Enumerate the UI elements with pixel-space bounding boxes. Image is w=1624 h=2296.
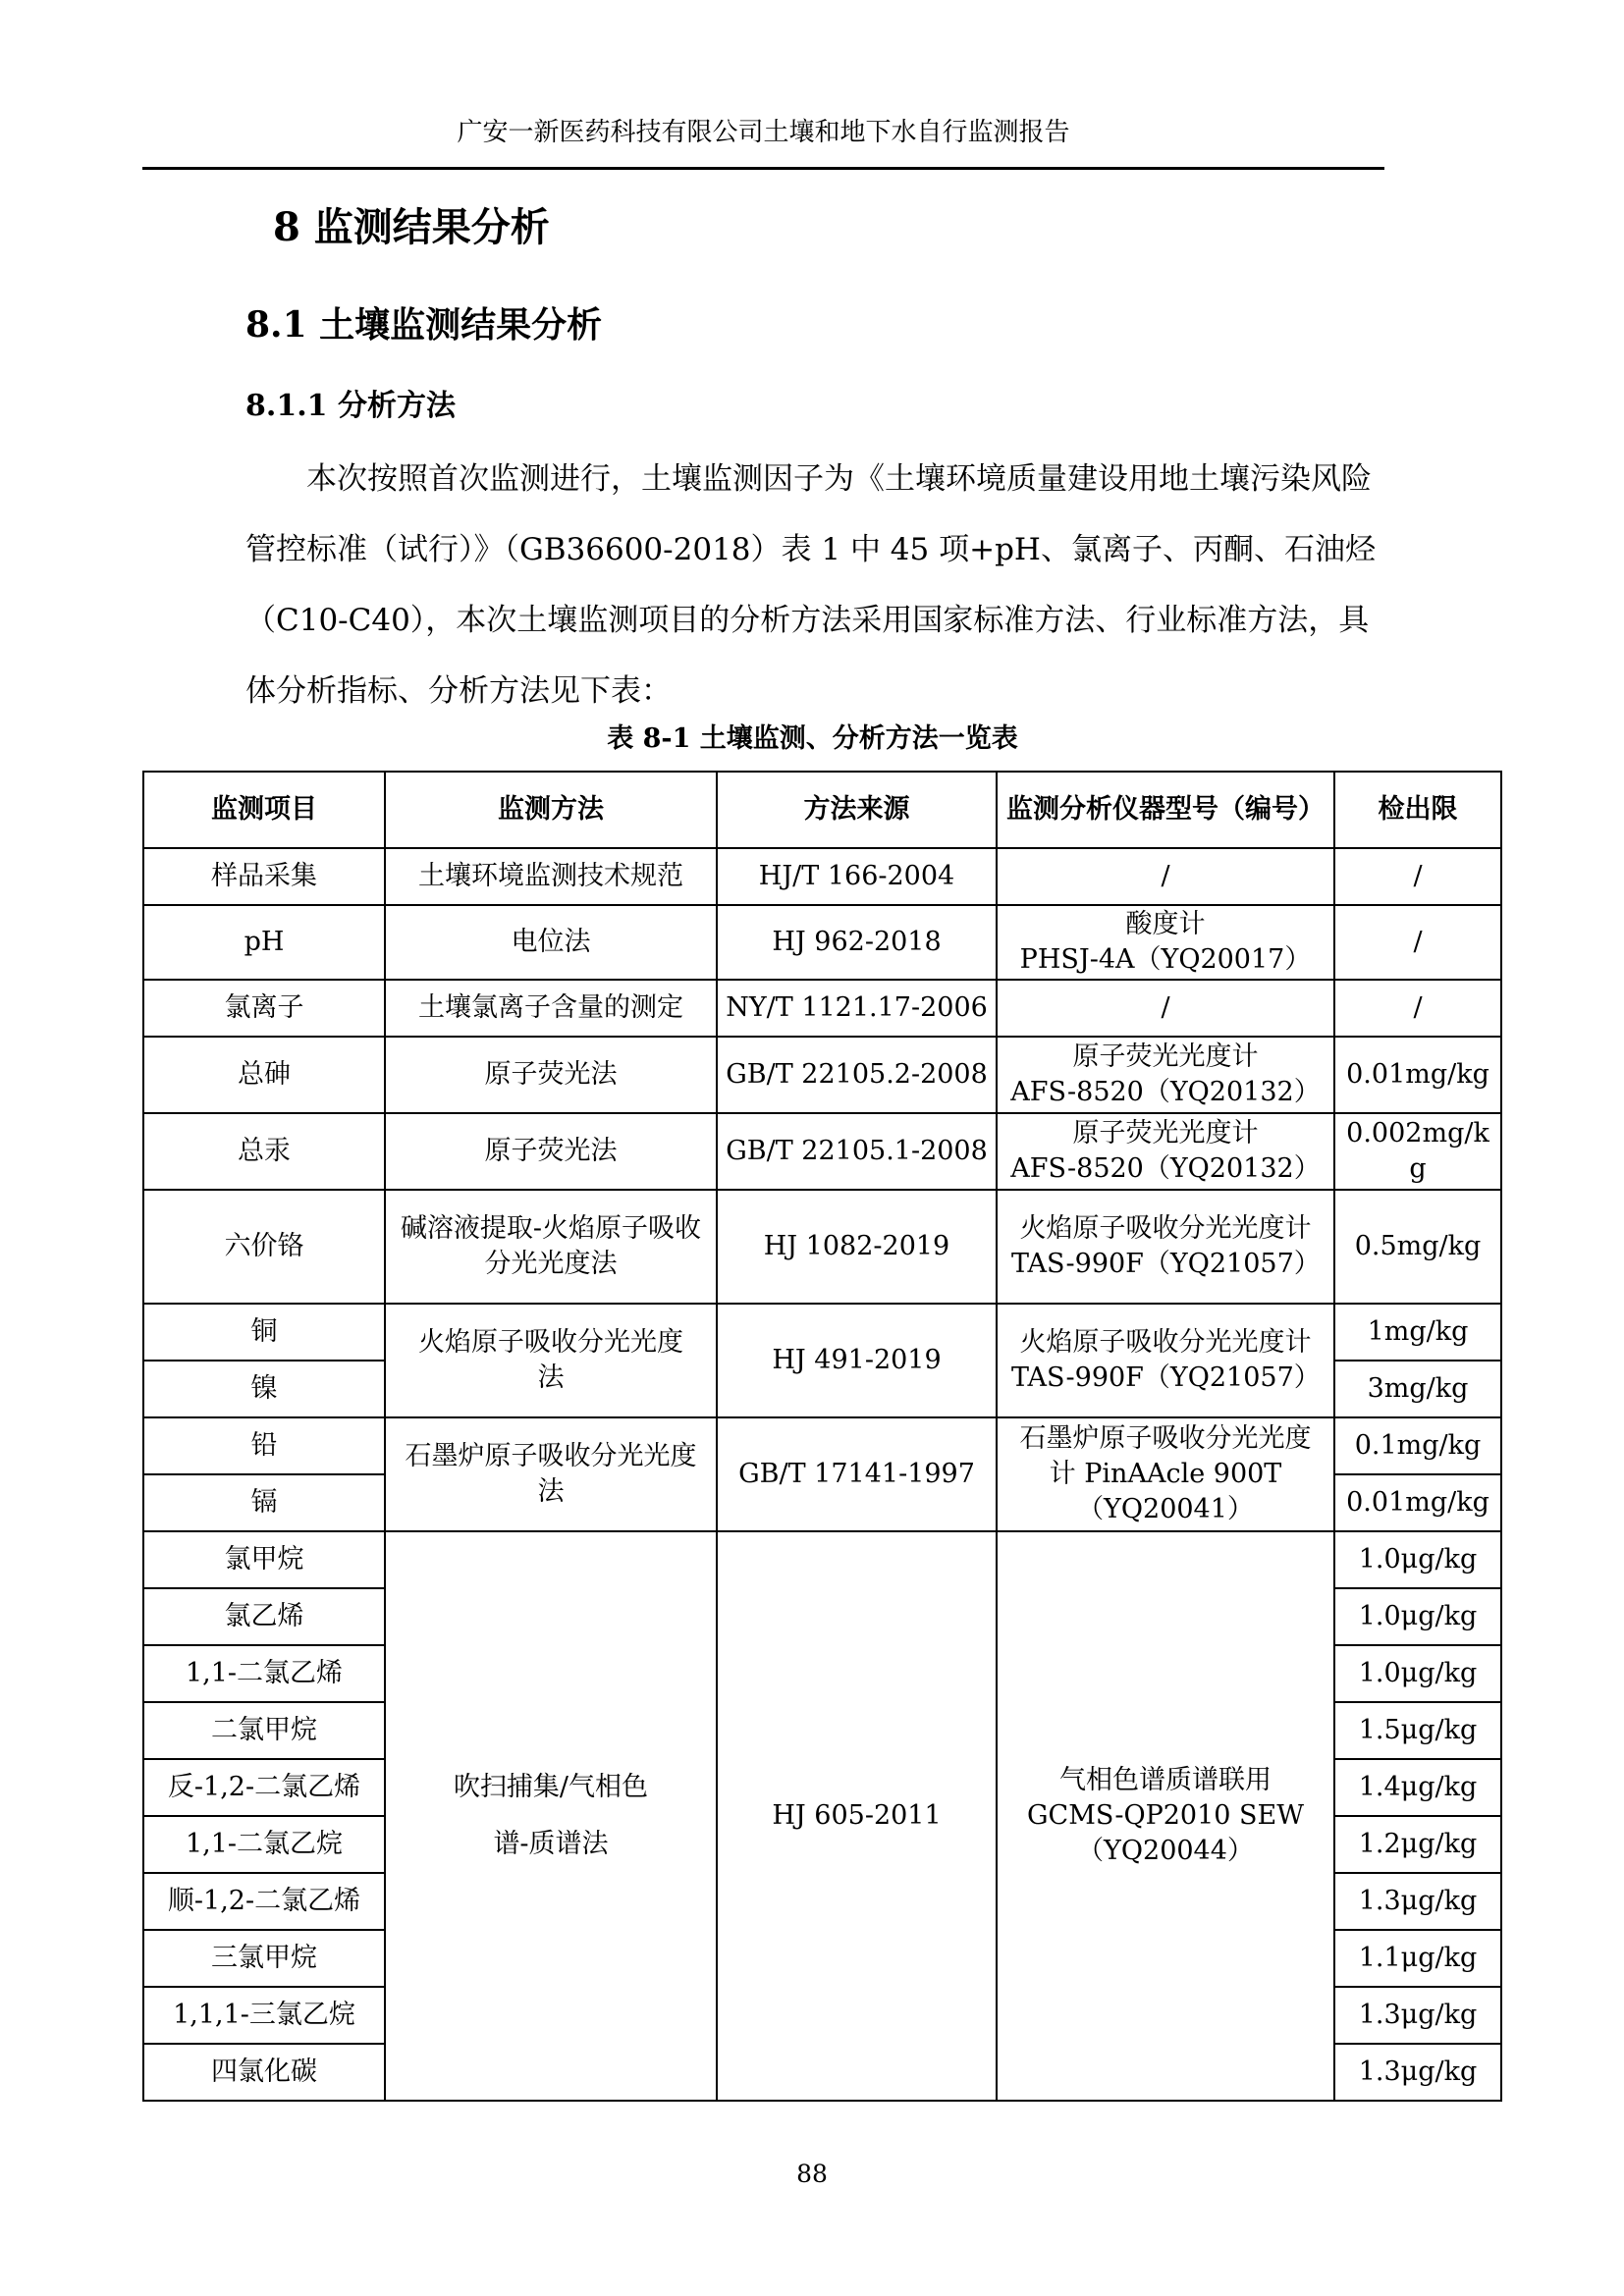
cell-method: 土壤环境监测技术规范 (385, 848, 717, 905)
cell-limit: 0.002mg/kg (1334, 1113, 1501, 1190)
table-row (143, 1113, 1501, 1190)
header-rule (142, 167, 1384, 170)
table-row (143, 1531, 1501, 1588)
methods-table (142, 771, 1502, 2102)
cell-item: 二氯甲烷 (143, 1702, 385, 1759)
cell-limit: / (1334, 905, 1501, 980)
cell-item: 铜 (143, 1304, 385, 1361)
cell-item: 三氯甲烷 (143, 1930, 385, 1987)
header-cell-instrument: 监测分析仪器型号（编号） (997, 772, 1334, 848)
cell-instrument: 火焰原子吸收分光光度计 TAS-990F（YQ21057） (997, 1304, 1334, 1417)
table-row (143, 1190, 1501, 1304)
cell-item: 铅 (143, 1417, 385, 1474)
cell-source: HJ 962-2018 (717, 905, 997, 980)
cell-limit: 1.0μg/kg (1334, 1531, 1501, 1588)
cell-item: 顺-1,2-二氯乙烯 (143, 1873, 385, 1930)
cell-method: 石墨炉原子吸收分光光度法 (385, 1417, 717, 1531)
cell-instrument: 气相色谱质谱联用 GCMS-QP2010 SEW （YQ20044） (997, 1531, 1334, 2101)
cell-limit: / (1334, 980, 1501, 1037)
cell-limit: 1.0μg/kg (1334, 1645, 1501, 1702)
chapter-heading: 8 监测结果分析 (273, 204, 550, 250)
cell-item: 1,1,1-三氯乙烷 (143, 1987, 385, 2044)
table-row (143, 1417, 1501, 1474)
table-row (143, 905, 1501, 980)
cell-limit: 1.1μg/kg (1334, 1930, 1501, 1987)
paragraph-text: 本次按照首次监测进行，土壤监测因子为《土壤环境质量建设用地土壤污染风险管控标准（试行）》（GB36600-2018）表 1 中 45 项+pH、氯离子、丙酮、石油烃（C10-C40），本次土壤监测项目的分析方法采用国家标准方法、行业标准方法，具体分析指标、分析方法见下表： (245, 461, 1376, 709)
cell-limit: 1.3μg/kg (1334, 1873, 1501, 1930)
cell-method: 吹扫捕集/气相色 谱-质谱法 (385, 1531, 717, 2101)
cell-method: 土壤氯离子含量的测定 (385, 980, 717, 1037)
cell-limit: 1.0μg/kg (1334, 1588, 1501, 1645)
cell-limit: 1mg/kg (1334, 1304, 1501, 1361)
cell-item: 1,1-二氯乙烷 (143, 1816, 385, 1873)
cell-item: 六价铬 (143, 1190, 385, 1304)
table-row (143, 1037, 1501, 1113)
cell-method: 碱溶液提取-火焰原子吸收分光光度法 (385, 1190, 717, 1304)
cell-limit: 0.1mg/kg (1334, 1417, 1501, 1474)
cell-instrument: 石墨炉原子吸收分光光度计 PinAAcle 900T（YQ20041） (997, 1417, 1334, 1531)
cell-limit: / (1334, 848, 1501, 905)
cell-instrument: / (997, 980, 1334, 1037)
cell-item: 总汞 (143, 1113, 385, 1190)
section-heading: 8.1 土壤监测结果分析 (245, 304, 603, 346)
cell-limit: 3mg/kg (1334, 1361, 1501, 1417)
cell-limit: 0.01mg/kg (1334, 1037, 1501, 1113)
cell-instrument: 酸度计 PHSJ-4A（YQ20017） (997, 905, 1334, 980)
cell-item: 四氯化碳 (143, 2044, 385, 2101)
cell-limit: 0.5mg/kg (1334, 1190, 1501, 1304)
running-header: 广安一新医药科技有限公司土壤和地下水自行监测报告 (457, 118, 1070, 147)
header-cell-item: 监测项目 (143, 772, 385, 848)
cell-source: HJ 491-2019 (717, 1304, 997, 1417)
cell-source: HJ 605-2011 (717, 1531, 997, 2101)
cell-item: 1,1-二氯乙烯 (143, 1645, 385, 1702)
cell-source: GB/T 22105.1-2008 (717, 1113, 997, 1190)
cell-method: 火焰原子吸收分光光度法 (385, 1304, 717, 1417)
header-cell-limit: 检出限 (1334, 772, 1501, 848)
cell-limit: 1.3μg/kg (1334, 1987, 1501, 2044)
cell-source: NY/T 1121.17-2006 (717, 980, 997, 1037)
table-row (143, 1304, 1501, 1361)
body-paragraph (245, 444, 1384, 726)
cell-method: 原子荧光法 (385, 1113, 717, 1190)
table-caption: 表 8-1 土壤监测、分析方法一览表 (607, 723, 1018, 754)
table-row (143, 980, 1501, 1037)
table-row (143, 848, 1501, 905)
cell-method: 原子荧光法 (385, 1037, 717, 1113)
cell-item: 镍 (143, 1361, 385, 1417)
cell-instrument: 原子荧光光度计 AFS-8520（YQ20132） (997, 1037, 1334, 1113)
cell-item: 氯离子 (143, 980, 385, 1037)
subsection-heading: 8.1.1 分析方法 (245, 389, 456, 423)
cell-item: 反-1,2-二氯乙烯 (143, 1759, 385, 1816)
cell-item: 氯甲烷 (143, 1531, 385, 1588)
cell-limit: 1.2μg/kg (1334, 1816, 1501, 1873)
cell-item: pH (143, 905, 385, 980)
cell-limit: 1.4μg/kg (1334, 1759, 1501, 1816)
cell-method: 电位法 (385, 905, 717, 980)
cell-item: 总砷 (143, 1037, 385, 1113)
cell-limit: 0.01mg/kg (1334, 1474, 1501, 1531)
cell-source: HJ 1082-2019 (717, 1190, 997, 1304)
cell-item: 镉 (143, 1474, 385, 1531)
cell-limit: 1.5μg/kg (1334, 1702, 1501, 1759)
cell-source: GB/T 22105.2-2008 (717, 1037, 997, 1113)
page-number: 88 (796, 2160, 828, 2188)
cell-instrument: 火焰原子吸收分光光度计 TAS-990F（YQ21057） (997, 1190, 1334, 1304)
header-cell-source: 方法来源 (717, 772, 997, 848)
cell-instrument: 原子荧光光度计 AFS-8520（YQ20132） (997, 1113, 1334, 1190)
cell-item: 样品采集 (143, 848, 385, 905)
cell-source: GB/T 17141-1997 (717, 1417, 997, 1531)
header-cell-method: 监测方法 (385, 772, 717, 848)
cell-instrument: / (997, 848, 1334, 905)
table-header-row (143, 772, 1501, 848)
cell-limit: 1.3μg/kg (1334, 2044, 1501, 2101)
cell-source: HJ/T 166-2004 (717, 848, 997, 905)
cell-item: 氯乙烯 (143, 1588, 385, 1645)
